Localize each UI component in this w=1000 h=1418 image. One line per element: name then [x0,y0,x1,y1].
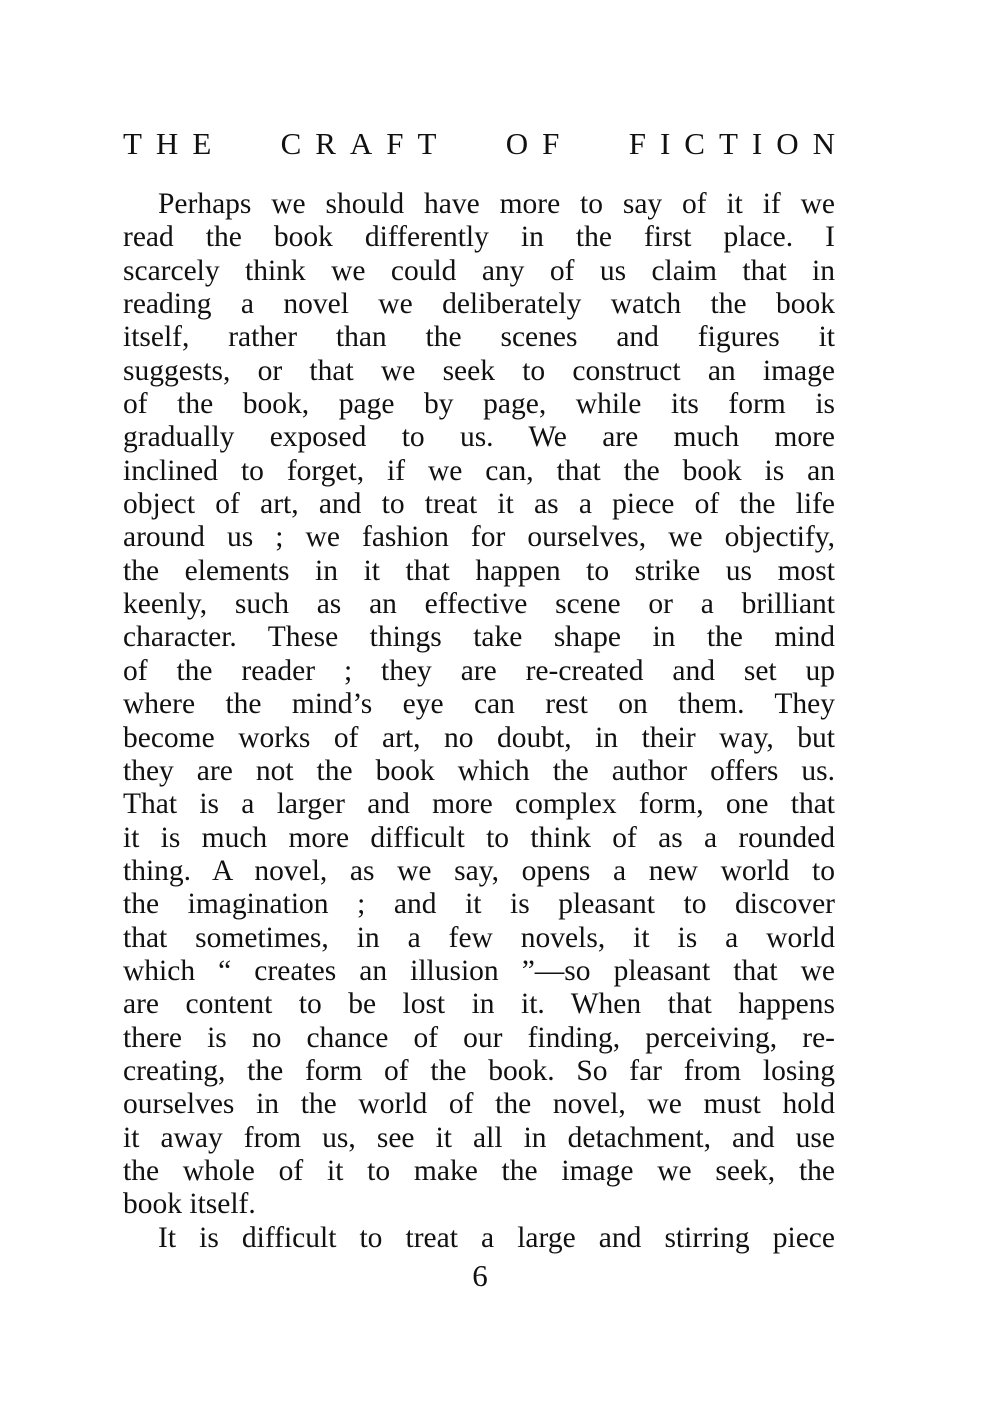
text-line: that sometimes, in a few novels, it is a world [123,921,835,954]
running-head-word: CRAFT [280,126,451,161]
text-line: read the book differently in the first place. I [123,221,835,254]
text-line: the elements in it that happen to strike us most [123,554,835,587]
text-line: of the book, page by page, while its form is [123,388,835,421]
text-line: That is a larger and more complex form, one that [123,788,835,821]
text-line: object of art, and to treat it as a piece of the life [123,488,835,521]
page-number: 6 [472,1258,488,1293]
text-line: scarcely think we could any of us claim that in [123,254,835,287]
text-line: suggests, or that we seek to construct an image [123,354,835,387]
text-line: become works of art, no doubt, in their way, but [123,721,835,754]
text-line: Perhaps we should have more to say of it if we [158,188,835,220]
text-line: the imagination ; and it is pleasant to discover [123,888,835,921]
text-line: the whole of it to make the image we seek, the [123,1154,835,1187]
text-line: there is no chance of our finding, perceiving, re- [123,1021,835,1054]
running-head-word: FICTION [628,126,849,161]
text-line: gradually exposed to us. We are much more [123,421,835,454]
text-line: inclined to forget, if we can, that the book is an [123,454,835,487]
text-line: it is much more difficult to think of as a rounded [123,821,835,854]
running-head-word: OF [505,126,574,161]
text-line: they are not the book which the author offers us. [123,754,835,787]
text-line: thing. A novel, as we say, opens a new world to [123,854,835,887]
body-text [123,188,835,1255]
text-line: creating, the form of the book. So far from losing [123,1054,835,1087]
text-line: itself, rather than the scenes and figures it [123,321,835,354]
text-line: ourselves in the world of the novel, we must hold [123,1088,835,1121]
text-line: are content to be lost in it. When that happens [123,988,835,1021]
running-head [123,124,849,164]
text-line: character. These things take shape in the mind [123,621,835,654]
text-line: around us ; we fashion for ourselves, we objectify, [123,521,835,554]
text-line: which “ creates an illusion ”—so pleasant that we [123,954,835,987]
text-line: it away from us, see it all in detachment, and use [123,1121,835,1154]
text-line: book itself. [123,1188,256,1221]
text-line: reading a novel we deliberately watch the book [123,288,835,321]
running-head-word: THE [123,126,226,161]
text-line: of the reader ; they are re-created and set up [123,654,835,687]
text-line: It is difficult to treat a large and stirring piece [158,1221,835,1254]
text-line: keenly, such as an effective scene or a brilliant [123,588,835,621]
text-line: where the mind’s eye can rest on them. They [123,688,835,721]
